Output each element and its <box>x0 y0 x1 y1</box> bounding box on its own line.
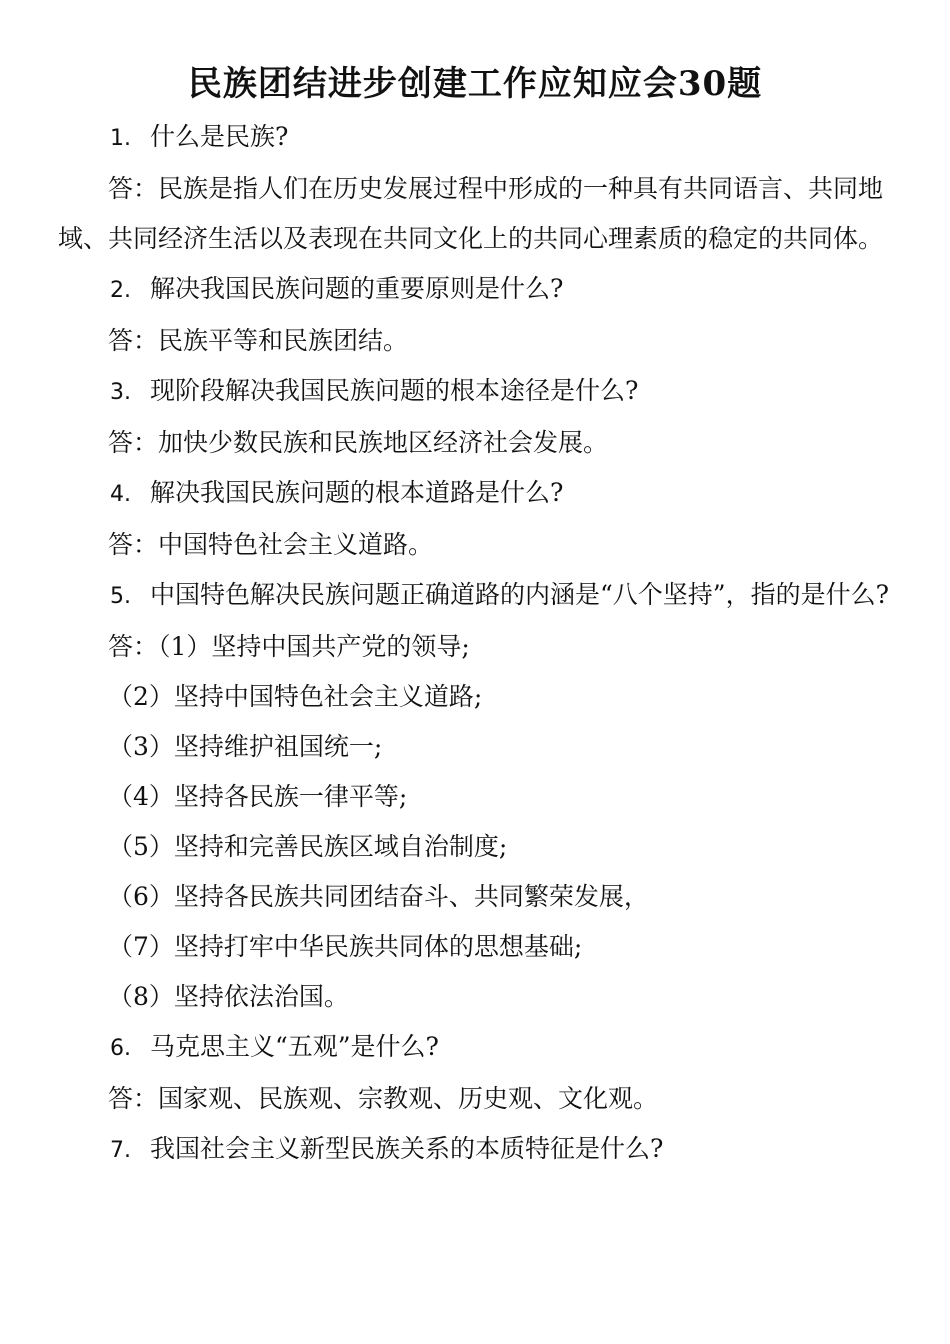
question-text: 马克思主义“五观”是什么? <box>150 1032 439 1061</box>
answer-4: 答：中国特色社会主义道路。 <box>108 530 434 559</box>
question-7 <box>58 1124 890 1176</box>
question-text: 中国特色解决民族问题正确道路的内涵是“八个坚持”，指的是什么? <box>150 580 889 609</box>
question-number: 4. <box>110 482 131 507</box>
question-text: 解决我国民族问题的重要原则是什么? <box>150 274 564 303</box>
question-text: 什么是民族? <box>150 122 289 151</box>
document-body <box>58 112 890 1176</box>
question-5 <box>58 570 890 622</box>
question-number: 5. <box>110 584 131 609</box>
answer-item: （1）坚持中国共产党的领导; <box>158 632 470 661</box>
question-3 <box>58 366 890 418</box>
question-text: 现阶段解决我国民族问题的根本途径是什么? <box>150 376 639 405</box>
question-number: 1. <box>110 126 131 151</box>
answer-item: （4）坚持各民族一律平等; <box>108 782 408 811</box>
question-text: 我国社会主义新型民族关系的本质特征是什么? <box>150 1134 664 1163</box>
question-6 <box>58 1022 890 1074</box>
answer-item: （8）坚持依法治国。 <box>108 982 349 1011</box>
question-1 <box>58 112 890 164</box>
answer-2: 答：民族平等和民族团结。 <box>108 326 409 355</box>
document-title: 民族团结进步创建工作应知应会30题 <box>187 64 763 104</box>
answer-1: 答：民族是指人们在历史发展过程中形成的一种具有共同语言、共同地域、共同经济生活以及表现在共同文化上的共同心理素质的稳定的共同体。 <box>58 174 884 253</box>
question-text: 解决我国民族问题的根本道路是什么? <box>150 478 564 507</box>
answer-item: （3）坚持维护祖国统一; <box>108 732 383 761</box>
answer-5-line-1 <box>58 622 890 672</box>
answer-item: （7）坚持打牢中华民族共同体的思想基础; <box>108 932 583 961</box>
question-4 <box>58 468 890 520</box>
question-number: 7. <box>110 1138 131 1163</box>
answer-prefix: 答： <box>108 632 159 661</box>
question-number: 3. <box>110 380 131 405</box>
question-number: 6. <box>110 1036 131 1061</box>
question-number: 2. <box>110 278 131 303</box>
answer-item: （6）坚持各民族共同团结奋斗、共同繁荣发展， <box>108 882 649 911</box>
answer-item: （5）坚持和完善民族区域自治制度; <box>108 832 508 861</box>
answer-item: （2）坚持中国特色社会主义道路; <box>108 682 483 711</box>
answer-3: 答：加快少数民族和民族地区经济社会发展。 <box>108 428 609 457</box>
question-2 <box>58 264 890 316</box>
answer-6: 答：国家观、民族观、宗教观、历史观、文化观。 <box>108 1084 659 1113</box>
